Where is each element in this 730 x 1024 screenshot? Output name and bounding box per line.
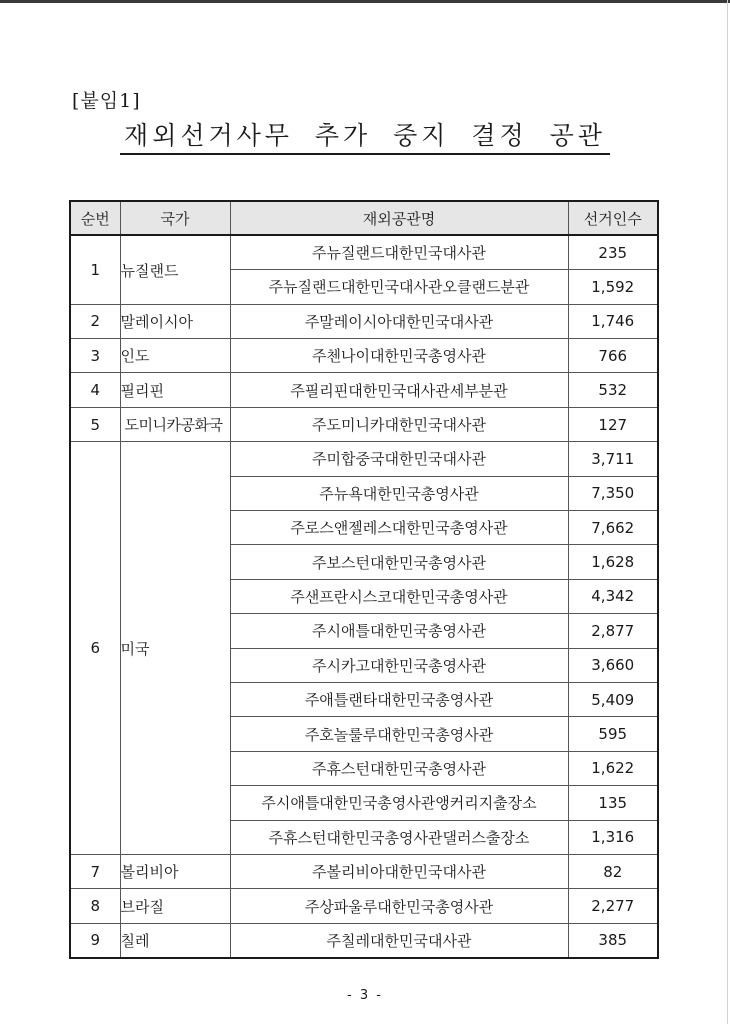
mission-name-cell: 주뉴질랜드대한민국대사관 <box>230 235 568 269</box>
voter-count-cell: 82 <box>568 854 658 888</box>
row-number: 6 <box>70 442 120 855</box>
voter-count-cell: 235 <box>568 235 658 269</box>
mission-name-cell: 주필리핀대한민국대사관세부분관 <box>230 373 568 407</box>
country-cell: 칠레 <box>120 923 230 957</box>
scan-edge-top <box>0 0 730 3</box>
mission-name-cell: 주시카고대한민국총영사관 <box>230 648 568 682</box>
page-number: - 3 - <box>347 988 383 1003</box>
mission-name-cell: 주뉴질랜드대한민국대사관오클랜드분관 <box>230 270 568 304</box>
header-voters: 선거인수 <box>568 201 658 235</box>
mission-name-cell: 주상파울루대한민국총영사관 <box>230 889 568 923</box>
voter-count-cell: 385 <box>568 923 658 957</box>
mission-name-cell: 주시애틀대한민국총영사관 <box>230 614 568 648</box>
table-row <box>70 889 658 923</box>
voter-count-cell: 7,350 <box>568 476 658 510</box>
voter-count-cell: 1,628 <box>568 545 658 579</box>
voter-count-cell: 1,316 <box>568 820 658 854</box>
row-number: 1 <box>70 235 120 304</box>
voter-count-cell: 532 <box>568 373 658 407</box>
voter-count-cell: 2,877 <box>568 614 658 648</box>
country-cell: 인도 <box>120 339 230 373</box>
country-cell: 도미니카공화국 <box>120 407 230 441</box>
mission-name-cell: 주첸나이대한민국총영사관 <box>230 339 568 373</box>
row-number: 3 <box>70 339 120 373</box>
table-row <box>70 407 658 441</box>
mission-name-cell: 주뉴욕대한민국총영사관 <box>230 476 568 510</box>
missions-table <box>69 200 659 959</box>
row-number: 4 <box>70 373 120 407</box>
mission-name-cell: 주애틀랜타대한민국총영사관 <box>230 682 568 716</box>
header-country: 국가 <box>120 201 230 235</box>
document-title: 재외선거사무 추가 중지 결정 공관 <box>120 116 610 155</box>
row-number: 2 <box>70 304 120 338</box>
country-cell: 브라질 <box>120 889 230 923</box>
table-row <box>70 304 658 338</box>
voter-count-cell: 135 <box>568 786 658 820</box>
table-row <box>70 923 658 957</box>
mission-name-cell: 주로스앤젤레스대한민국총영사관 <box>230 511 568 545</box>
table-header-row <box>70 201 658 235</box>
row-number: 5 <box>70 407 120 441</box>
mission-name-cell: 주칠레대한민국대사관 <box>230 923 568 957</box>
title-block <box>0 116 730 155</box>
voter-count-cell: 1,622 <box>568 751 658 785</box>
mission-name-cell: 주미합중국대한민국대사관 <box>230 442 568 476</box>
table-row <box>70 339 658 373</box>
row-number: 7 <box>70 854 120 888</box>
mission-name-cell: 주샌프란시스코대한민국총영사관 <box>230 579 568 613</box>
mission-name-cell: 주볼리비아대한민국대사관 <box>230 854 568 888</box>
row-number: 9 <box>70 923 120 957</box>
voter-count-cell: 5,409 <box>568 682 658 716</box>
voter-count-cell: 127 <box>568 407 658 441</box>
country-cell: 뉴질랜드 <box>120 235 230 304</box>
mission-name-cell: 주휴스턴대한민국총영사관 <box>230 751 568 785</box>
country-cell: 말레이시아 <box>120 304 230 338</box>
header-no: 순번 <box>70 201 120 235</box>
mission-name-cell: 주시애틀대한민국총영사관앵커리지출장소 <box>230 786 568 820</box>
table-row <box>70 854 658 888</box>
row-number: 8 <box>70 889 120 923</box>
voter-count-cell: 1,746 <box>568 304 658 338</box>
mission-name-cell: 주말레이시아대한민국대사관 <box>230 304 568 338</box>
voter-count-cell: 595 <box>568 717 658 751</box>
table-body <box>70 235 658 957</box>
table-row <box>70 373 658 407</box>
voter-count-cell: 766 <box>568 339 658 373</box>
mission-name-cell: 주호놀룰루대한민국총영사관 <box>230 717 568 751</box>
voter-count-cell: 3,711 <box>568 442 658 476</box>
voter-count-cell: 4,342 <box>568 579 658 613</box>
header-mission: 재외공관명 <box>230 201 568 235</box>
country-cell: 미국 <box>120 442 230 855</box>
mission-name-cell: 주보스턴대한민국총영사관 <box>230 545 568 579</box>
voter-count-cell: 2,277 <box>568 889 658 923</box>
table-row <box>70 235 658 269</box>
mission-name-cell: 주도미니카대한민국대사관 <box>230 407 568 441</box>
table-row <box>70 442 658 476</box>
voter-count-cell: 7,662 <box>568 511 658 545</box>
mission-name-cell: 주휴스턴대한민국총영사관댈러스출장소 <box>230 820 568 854</box>
voter-count-cell: 1,592 <box>568 270 658 304</box>
country-cell: 볼리비아 <box>120 854 230 888</box>
country-cell: 필리핀 <box>120 373 230 407</box>
attachment-label: [붙임1] <box>72 90 141 112</box>
voter-count-cell: 3,660 <box>568 648 658 682</box>
